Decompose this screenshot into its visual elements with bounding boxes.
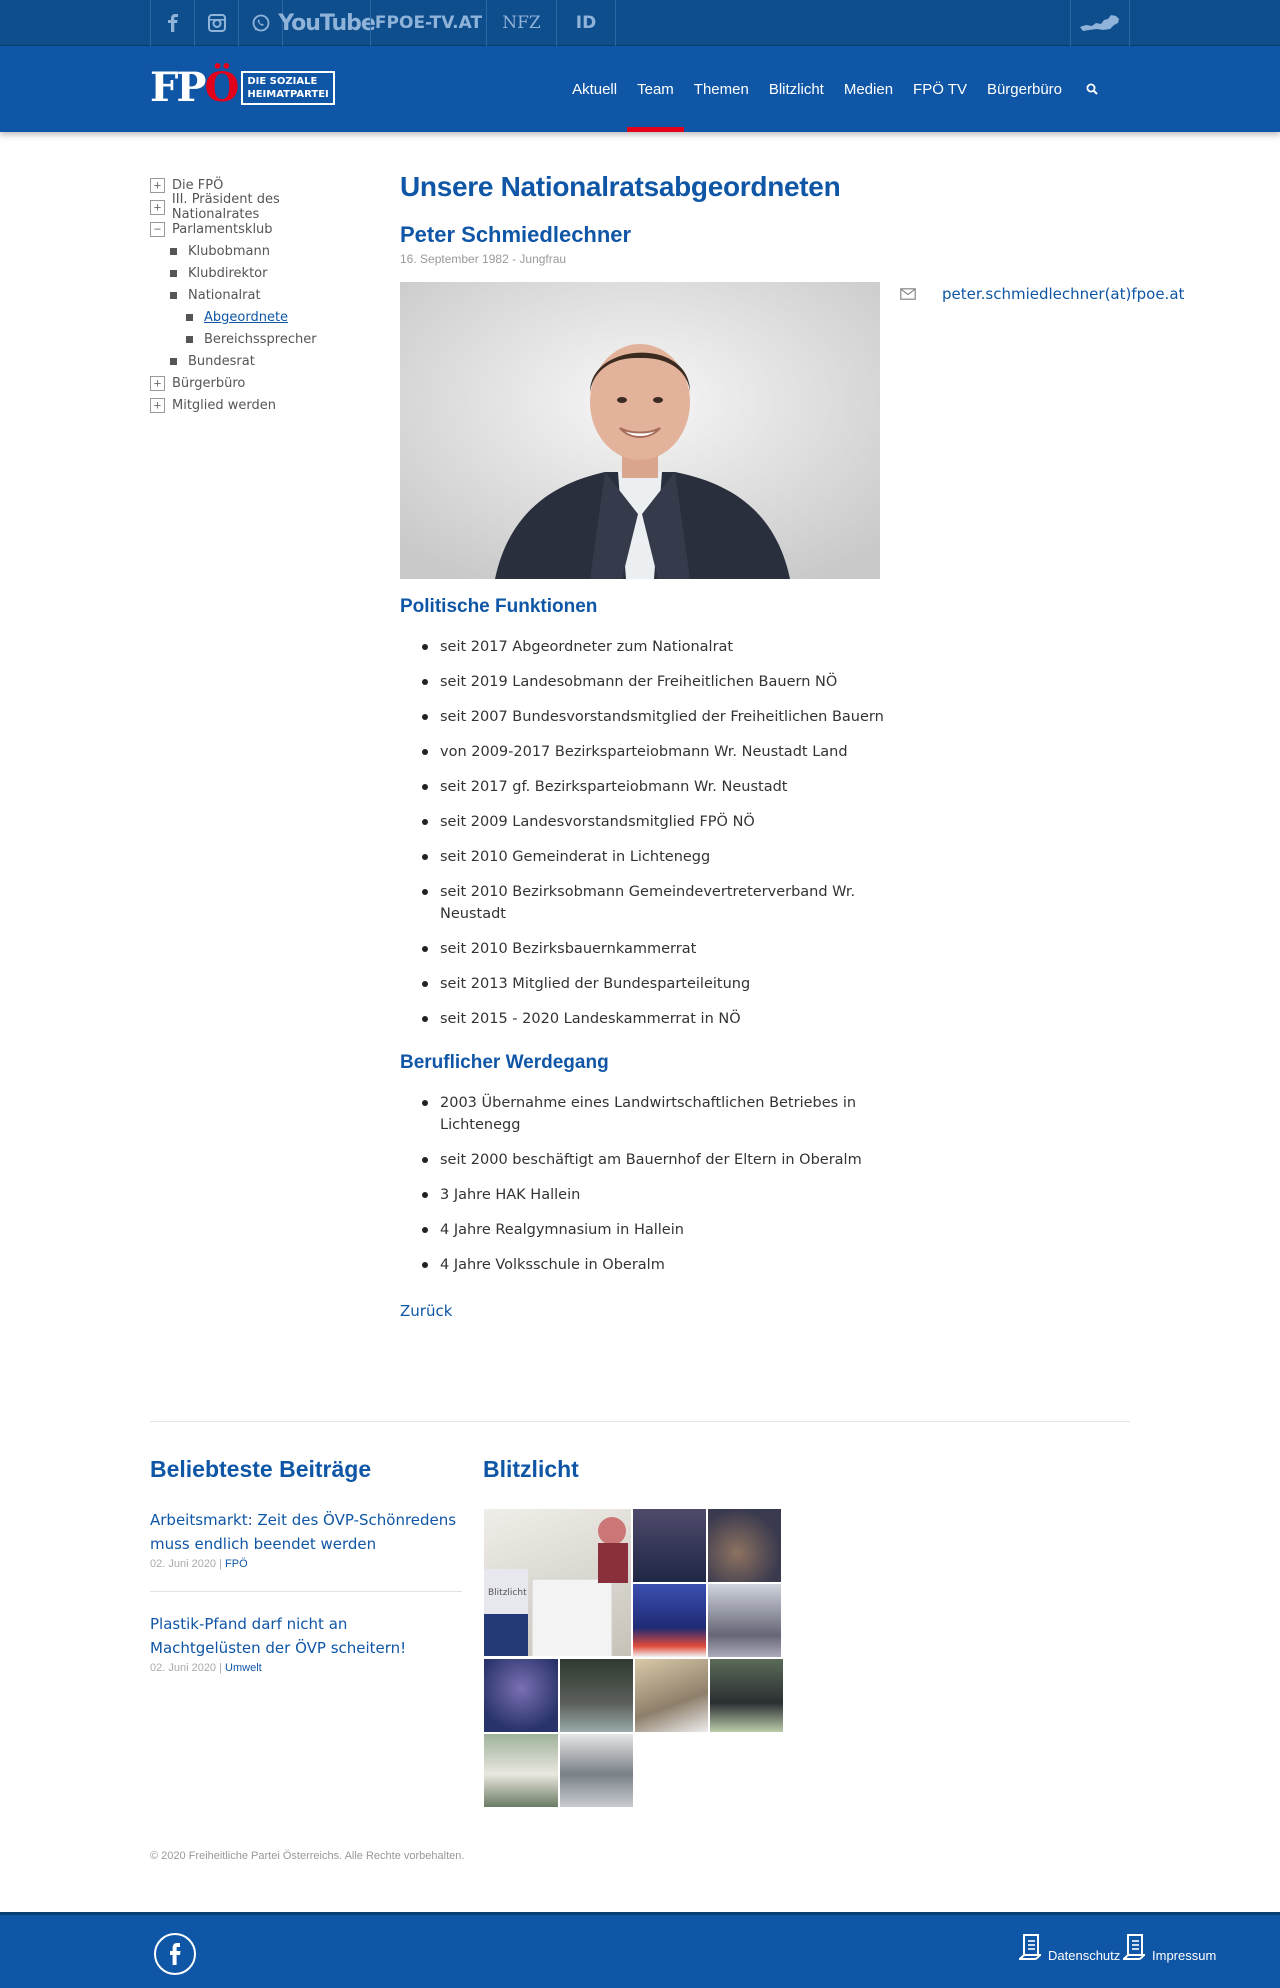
footer-divider (150, 1421, 1130, 1422)
popular-post (150, 1612, 462, 1674)
popular-posts-title: Beliebteste Beiträge (150, 1456, 372, 1482)
email-contact[interactable] (900, 282, 1184, 306)
political-functions-list (400, 636, 900, 1030)
main-header (0, 46, 1280, 132)
youtube-link[interactable]: YouTube (282, 0, 370, 46)
political-functions (400, 594, 900, 1043)
post-divider (150, 1591, 462, 1592)
section-title-beruflicher-werdegang: Beruflicher Werdegang (400, 1052, 609, 1073)
facebook-icon (168, 1943, 182, 1965)
sidebar-item-praesident[interactable]: + III. Präsident des Nationalrates (150, 196, 370, 218)
expand-icon[interactable]: + (150, 376, 165, 391)
nav-themen[interactable]: Themen (693, 80, 749, 98)
sidebar-item-nationalrat[interactable]: Nationalrat (170, 284, 370, 306)
sidebar-item-bereichssprecher[interactable]: Bereichssprecher (186, 328, 370, 350)
facebook-icon (166, 14, 180, 32)
gallery-thumbnail[interactable] (707, 1583, 782, 1658)
instagram-link[interactable] (194, 0, 238, 46)
person-photo (400, 282, 880, 579)
popular-post (150, 1508, 462, 1570)
gallery-thumbnail[interactable] (559, 1733, 634, 1808)
main-content (400, 168, 1185, 1320)
sidebar-item-parlamentsklub[interactable]: − Parlamentsklub (150, 218, 370, 240)
collapse-icon[interactable]: − (150, 222, 165, 237)
sidebar-item-klubdirektor[interactable]: Klubdirektor (170, 262, 370, 284)
datenschutz-link[interactable]: Datenschutz (1016, 1933, 1120, 1963)
sidebar-item-abgeordnete[interactable]: Abgeordnete (186, 306, 370, 328)
list-item: 4 Jahre Volksschule in Oberalm (400, 1254, 900, 1276)
main-nav (562, 46, 1112, 132)
list-item: 4 Jahre Realgymnasium in Hallein (400, 1219, 900, 1241)
bottom-bar (0, 1912, 1280, 1988)
press-photo (484, 1509, 632, 1657)
post-meta: 02. Juni 2020 | Umwelt (150, 1662, 262, 1674)
career-list (400, 1092, 900, 1276)
person-meta: 16. September 1982 - Jungfrau (400, 252, 567, 266)
blitzlicht-gallery (483, 1508, 783, 1808)
post-category-link[interactable]: Umwelt (225, 1662, 262, 1674)
list-item: seit 2000 beschäftigt am Bauernhof der Eltern in Oberalm (400, 1149, 900, 1171)
list-item: seit 2017 gf. Bezirksparteiobmann Wr. Neustadt (400, 776, 900, 798)
whatsapp-link[interactable] (238, 0, 282, 46)
expand-icon[interactable]: + (150, 178, 165, 193)
post-meta: 02. Juni 2020 | FPÖ (150, 1558, 248, 1570)
sidebar-item-buergerbuero[interactable]: + Bürgerbüro (150, 372, 370, 394)
list-item: seit 2010 Gemeinderat in Lichtenegg (400, 846, 900, 868)
instagram-icon (208, 14, 226, 32)
fpoe-logo[interactable] (150, 64, 335, 111)
id-link[interactable]: ID (556, 0, 616, 46)
whatsapp-icon (252, 14, 270, 32)
facebook-link[interactable] (150, 0, 194, 46)
gallery-thumbnail[interactable] (559, 1658, 634, 1733)
social-bar (0, 0, 1280, 46)
austria-link[interactable] (1070, 0, 1130, 46)
sidebar-item-mitglied-werden[interactable]: + Mitglied werden (150, 394, 370, 416)
copyright-text: © 2020 Freiheitliche Partei Österreichs. Alle Rechte vorbehalten. (150, 1850, 465, 1862)
envelope-icon (900, 288, 916, 300)
gallery-thumbnail[interactable] (709, 1658, 784, 1733)
sidebar-nav (150, 174, 370, 416)
expand-icon[interactable]: + (150, 398, 165, 413)
square-bullet-icon (186, 314, 193, 321)
facebook-footer-link[interactable] (154, 1933, 196, 1975)
nav-buergerbuero[interactable]: Bürgerbüro (986, 80, 1062, 98)
list-item: seit 2007 Bundesvorstandsmitglied der Freiheitlichen Bauern (400, 706, 900, 728)
post-title-link[interactable]: Arbeitsmarkt: Zeit des ÖVP-Schönredens muss endlich beendet werden (150, 1511, 457, 1553)
expand-icon[interactable]: + (150, 200, 165, 215)
gallery-thumbnail[interactable] (483, 1733, 559, 1808)
nav-aktuell[interactable]: Aktuell (572, 80, 618, 98)
gallery-thumbnail[interactable] (632, 1508, 707, 1583)
nfz-link[interactable]: NFZ (486, 0, 556, 46)
page-title: Unsere Nationalratsabgeordneten (400, 171, 841, 202)
sidebar-item-klubobmann[interactable]: Klubobmann (170, 240, 370, 262)
logo-tagline: DIE SOZIALE HEIMATPARTEI (241, 71, 335, 105)
gallery-thumbnail[interactable] (632, 1583, 707, 1658)
list-item: seit 2015 - 2020 Landeskammerrat in NÖ (400, 1008, 900, 1030)
svg-text:Blitzlicht: Blitzlicht (488, 1588, 527, 1598)
post-category-link[interactable]: FPÖ (225, 1558, 248, 1570)
list-item: von 2009-2017 Bezirksparteiobmann Wr. Neustadt Land (400, 741, 900, 763)
person-name: Peter Schmiedlechner (400, 222, 632, 247)
gallery-thumbnail[interactable] (483, 1508, 632, 1657)
list-item: seit 2013 Mitglied der Bundesparteileitung (400, 973, 900, 995)
nav-fpoe-tv[interactable]: FPÖ TV (913, 80, 967, 98)
nav-blitzlicht[interactable]: Blitzlicht (768, 80, 824, 98)
career (400, 1050, 900, 1289)
nav-team[interactable]: Team (627, 46, 684, 132)
list-item: seit 2010 Bezirksobmann Gemeindevertreterverband Wr. Neustadt (400, 881, 900, 925)
post-title-link[interactable]: Plastik-Pfand darf nicht an Machtgelüsten der ÖVP scheitern! (150, 1615, 407, 1657)
austria-map-icon (1078, 13, 1122, 33)
impressum-link[interactable]: Impressum (1120, 1933, 1216, 1963)
logo-wordmark: FPÖ (150, 64, 238, 111)
square-bullet-icon (170, 270, 177, 277)
portrait-illustration (400, 282, 880, 579)
list-item: seit 2009 Landesvorstandsmitglied FPÖ NÖ (400, 811, 900, 833)
list-item: 3 Jahre HAK Hallein (400, 1184, 900, 1206)
sidebar-item-die-fpoe[interactable]: + Die FPÖ (150, 174, 370, 196)
gallery-thumbnail[interactable] (483, 1658, 559, 1733)
search-button[interactable] (1072, 46, 1112, 132)
gallery-thumbnail[interactable] (707, 1508, 782, 1583)
back-link[interactable]: Zurück (400, 1302, 453, 1320)
section-title-politische-funktionen: Politische Funktionen (400, 596, 598, 617)
gallery-thumbnail[interactable] (634, 1658, 709, 1733)
square-bullet-icon (170, 248, 177, 255)
document-icon (1016, 1933, 1046, 1963)
search-icon (1086, 83, 1098, 95)
square-bullet-icon (170, 292, 177, 299)
nav-medien[interactable]: Medien (843, 80, 894, 98)
square-bullet-icon (170, 358, 177, 365)
fpoe-tv-link[interactable]: FPOE-TV.AT (370, 0, 486, 46)
list-item: seit 2010 Bezirksbauernkammerrat (400, 938, 900, 960)
email-link[interactable]: peter.schmiedlechner(at)fpoe.at (942, 285, 1185, 303)
sidebar-item-bundesrat[interactable]: Bundesrat (170, 350, 370, 372)
document-icon (1120, 1933, 1150, 1963)
list-item: seit 2017 Abgeordneter zum Nationalrat (400, 636, 900, 658)
square-bullet-icon (186, 336, 193, 343)
blitzlicht-title: Blitzlicht (483, 1456, 579, 1482)
list-item: 2003 Übernahme eines Landwirtschaftlichen Betriebes in Lichtenegg (400, 1092, 900, 1136)
list-item: seit 2019 Landesobmann der Freiheitlichen Bauern NÖ (400, 671, 900, 693)
